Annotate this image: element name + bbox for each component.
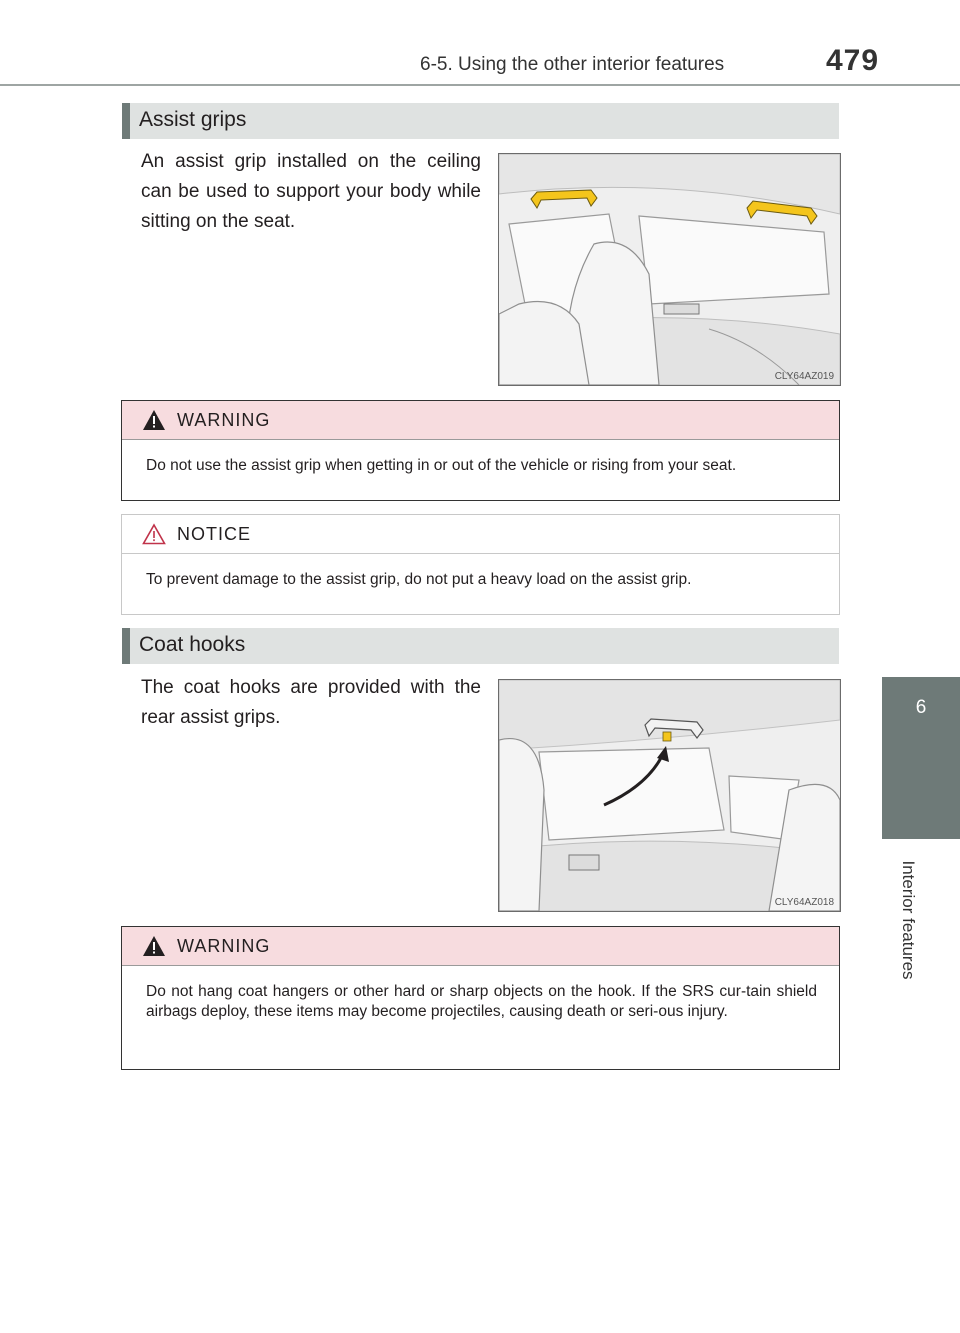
- assist-grips-illustration: [498, 153, 841, 386]
- notice-header: [122, 515, 839, 554]
- warning-box-coat-hooks: [121, 926, 840, 1070]
- assist-grips-drawing: [499, 154, 840, 385]
- section-heading-bar: [122, 628, 130, 664]
- figure-code: CLY64AZ019: [774, 371, 834, 382]
- coat-hooks-illustration: [498, 679, 841, 912]
- section-heading-coat-hooks: [122, 628, 839, 664]
- chapter-label-container: [882, 848, 918, 1008]
- chapter-number: 6: [915, 697, 927, 718]
- section-heading-text: Assist grips: [139, 108, 247, 131]
- warning-triangle-icon: [142, 409, 166, 431]
- page-number: 479: [826, 44, 880, 77]
- warning-text: Do not hang coat hangers or other hard or sharp objects on the hook. If the SRS cur-tain shield airbags deploy, these items may become projectiles, causing death or seri-ous injury.: [146, 983, 817, 1020]
- warning-header: [122, 927, 839, 966]
- warning-title: WARNING: [177, 936, 271, 956]
- section-heading-bar: [122, 103, 130, 139]
- notice-text: To prevent damage to the assist grip, do not put a heavy load on the assist grip.: [146, 571, 692, 588]
- chapter-label: Interior features: [899, 860, 918, 980]
- coat-hooks-drawing: [499, 680, 840, 911]
- warning-header: [122, 401, 839, 440]
- warning-title: WARNING: [177, 410, 271, 430]
- assist-grips-text: An assist grip installed on the ceiling can be used to support your body while sitting on the seat.: [141, 151, 481, 232]
- notice-box-assist-grip: [121, 514, 840, 615]
- section-heading-text: Coat hooks: [139, 633, 246, 656]
- section-heading-assist-grips: [122, 103, 839, 139]
- notice-triangle-icon: [142, 523, 166, 545]
- notice-title: NOTICE: [177, 524, 252, 544]
- warning-box-assist-grip: [121, 400, 840, 501]
- header-rule: [0, 84, 960, 86]
- warning-text: Do not use the assist grip when getting in or out of the vehicle or rising from your seat.: [146, 457, 737, 474]
- warning-triangle-icon: [142, 935, 166, 957]
- figure-code: CLY64AZ018: [774, 897, 834, 908]
- coat-hooks-text: The coat hooks are provided with the rear assist grips.: [141, 677, 481, 728]
- header-title: 6-5. Using the other interior features: [420, 54, 725, 75]
